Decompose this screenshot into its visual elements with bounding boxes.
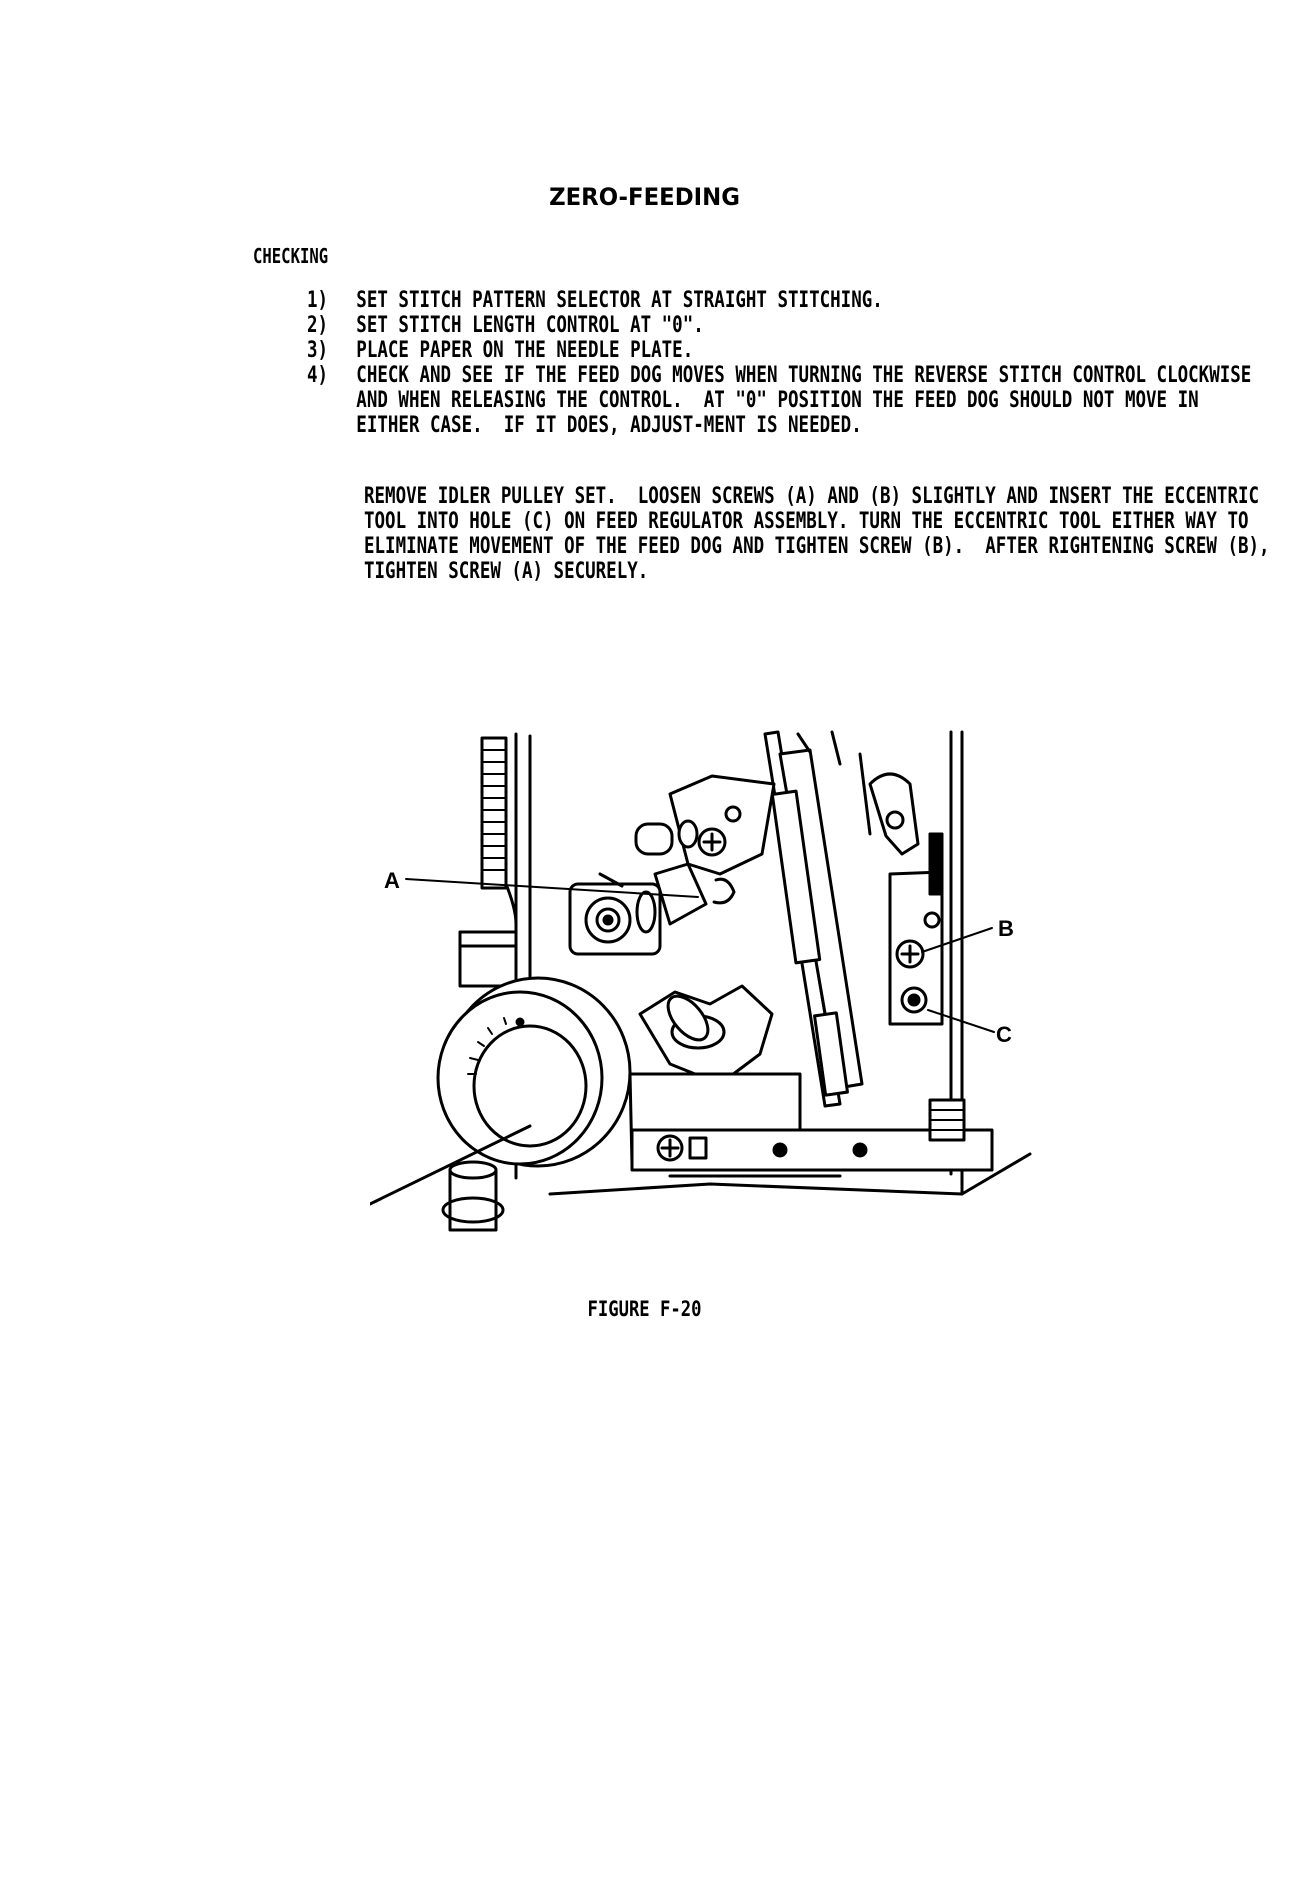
linkage-bars (765, 732, 870, 1106)
step-text: PLACE PAPER ON THE NEEDLE PLATE. (356, 338, 694, 363)
label-b: B (998, 916, 1014, 941)
label-a: A (384, 868, 400, 893)
step-text: CHECK AND SEE IF THE FEED DOG MOVES WHEN TURNING THE REVERSE STITCH CONTROL CLOCKWISE AND WHEN RELEASING THE CONTROL. AT "0" POSITION THE FEED DOG SHOULD NOT MOVE IN EITHER CASE. IF IT DOES, ADJUST-MENT IS NEEDED. (356, 363, 1262, 438)
page-title: ZERO-FEEDING (549, 183, 740, 211)
step-number: 4) (307, 363, 329, 388)
step-number: 2) (307, 313, 329, 338)
section-heading: CHECKING (253, 244, 329, 268)
figure-caption: FIGURE F-20 (587, 1297, 702, 1321)
right-bracket (870, 774, 942, 1024)
step-text: SET STITCH LENGTH CONTROL AT "0". (356, 313, 704, 338)
screw-a-boss (570, 874, 660, 954)
step-item (307, 288, 1261, 313)
feed-regulator-illustration (370, 724, 1090, 1260)
step-number: 1) (307, 288, 329, 313)
label-c: C (996, 1022, 1012, 1047)
adjustment-paragraph: REMOVE IDLER PULLEY SET. LOOSEN SCREWS (A) AND (B) SLIGHTLY AND INSERT THE ECCENTRIC TOOL INTO HOLE (C) ON FEED REGULATOR ASSEMBLY. TURN THE ECCENTRIC TOOL EITHER WAY TO ELIMINATE MOVEMENT OF THE FEED DOG AND TIGHTEN SCREW (B). AFTER RIGHTENING SCREW (B), TIGHTEN SCREW (A) SECURELY. (364, 484, 1281, 584)
step-item (307, 338, 1261, 363)
step-item (307, 313, 1261, 338)
dial-knob (438, 978, 630, 1166)
step-number: 3) (307, 338, 329, 363)
checking-steps-list (307, 288, 1261, 438)
step-item (307, 363, 1261, 438)
step-text: SET STITCH PATTERN SELECTOR AT STRAIGHT STITCHING. (356, 288, 883, 313)
